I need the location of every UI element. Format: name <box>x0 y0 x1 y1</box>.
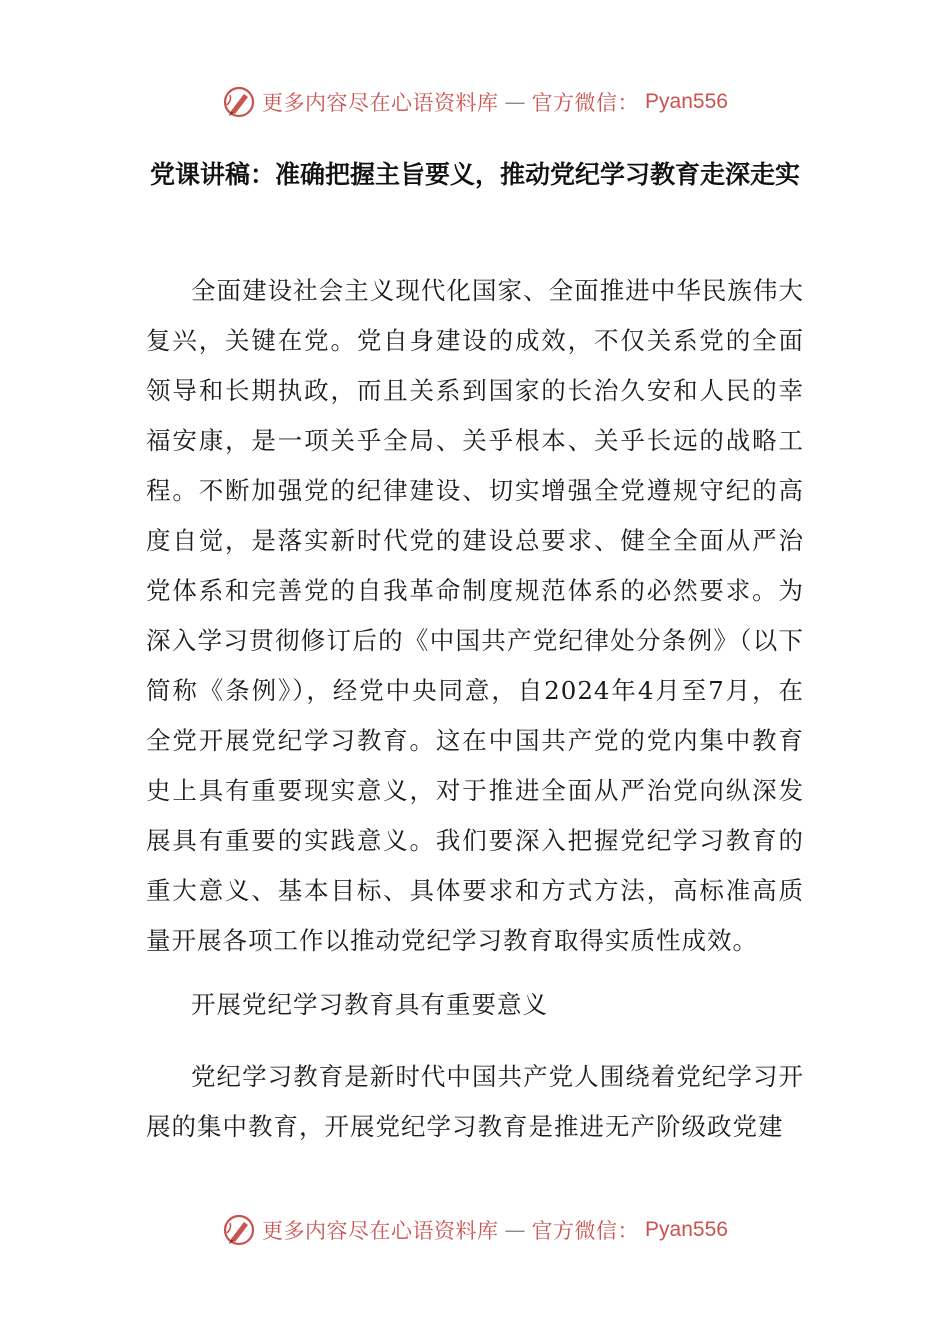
footer-watermark <box>0 1210 950 1250</box>
pen-logo-icon <box>222 1213 256 1247</box>
pen-logo-icon <box>222 85 256 119</box>
header-watermark <box>0 82 950 122</box>
watermark-text: 更多内容尽在心语资料库 <box>262 1219 499 1243</box>
paragraph-intro: 全面建设社会主义现代化国家、全面推进中华民族伟大复兴，关键在党。党自身建设的成效，不仅关系党的全面领导和长期执政，而且关系到国家的长治久安和人民的幸福安康，是一项关乎全局、关乎根本、关乎长远的战略工程。不断加强党的纪律建设、切实增强全党遵规守纪的高度自觉，是落实新时代党的建设总要求、健全全面从严治党体系和完善党的自我革命制度规范体系的必然要求。为深入学习贯彻修订后的《中国共产党纪律处分条例》（以下简称《条例》），经党中央同意，自2024年4月至7月，在全党开展党纪学习教育。这在中国共产党的党内集中教育史上具有重要现实意义，对于推进全面从严治党向纵深发展具有重要的实践意义。我们要深入把握党纪学习教育的重大意义、基本目标、具体要求和方式方法，高标准高质量开展各项工作以推动党纪学习教育取得实质性成效。 <box>146 276 804 955</box>
watermark-wechat-id: Pyan556 <box>645 90 728 113</box>
watermark-wechat-id: Pyan556 <box>645 1218 728 1241</box>
document-title: 党课讲稿：准确把握主旨要义，推动党纪学习教育走深走实 <box>149 160 800 189</box>
watermark-label: 官方微信： <box>531 91 640 115</box>
paragraph-section-1: 党纪学习教育是新时代中国共产党人围绕着党纪学习开展的集中教育，开展党纪学习教育是推进无产阶级政党建 <box>146 1062 804 1141</box>
watermark-separator: — <box>504 1218 526 1242</box>
section-heading: 开展党纪学习教育具有重要意义 <box>191 990 548 1019</box>
watermark-separator: — <box>504 90 526 114</box>
watermark-label: 官方微信： <box>531 1219 640 1243</box>
watermark-text: 更多内容尽在心语资料库 <box>262 91 499 115</box>
